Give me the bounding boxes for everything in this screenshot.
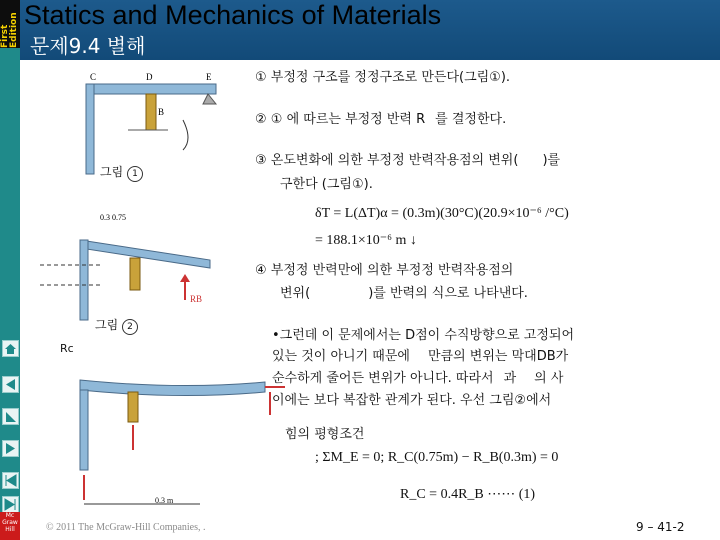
next-button[interactable]	[2, 440, 19, 457]
step-2: ② ① 에 따르는 부정정 반력 R 를 결정한다.	[255, 112, 507, 127]
left-sidebar	[0, 0, 20, 540]
beam-cde	[86, 84, 216, 94]
step-3: ③ 온도변화에 의한 부정정 반력작용점의 변위( )를	[255, 153, 561, 168]
back-button[interactable]	[2, 408, 19, 425]
figure-1-number: 1	[127, 166, 143, 182]
label-b: B	[158, 107, 165, 117]
rc-label: Rc	[60, 342, 74, 355]
rb-label: RB	[190, 294, 203, 304]
figure-2-number: 2	[122, 319, 138, 335]
prev-button[interactable]	[2, 376, 19, 393]
label-c: C	[90, 72, 97, 82]
arrow-back-icon	[4, 410, 17, 423]
figure-1-diagram	[58, 70, 238, 190]
step-1: ① 부정정 구조를 정정구조로 만든다(그림①).	[255, 70, 511, 85]
note-line-2: 있는 것이 아니기 때문에 만큼의 변위는 막대DB가	[272, 349, 569, 364]
step-4: ④ 부정정 반력만에 의한 부정정 반력작용점의	[255, 263, 514, 278]
figure-2-label: 그림 2	[95, 316, 138, 335]
edition-badge: First Edition	[0, 0, 20, 48]
note-line-3: 순수하게 줄어든 변위가 아니다. 따라서 과 의 사	[272, 371, 564, 386]
moment-equation: ; ΣM_E = 0; R_C(0.75m) − R_B(0.3m) = 0	[315, 450, 559, 465]
problem-subtitle: 문제9.4 별해	[30, 34, 146, 58]
column-ca-2	[80, 240, 88, 320]
step-4-cont: 변위( )를 반력의 식으로 나타낸다.	[280, 286, 528, 301]
dimension-label: 0.3 m	[155, 496, 174, 505]
rod-fbd	[128, 392, 138, 422]
rc-equation: R_C = 0.4R_B ⋯⋯ (1)	[400, 487, 536, 502]
first-page-button[interactable]	[2, 472, 19, 489]
home-icon	[4, 342, 17, 355]
rod-db	[146, 94, 156, 130]
beam-fbd	[80, 380, 265, 396]
arrow-left-icon	[4, 378, 17, 391]
figure-1-label: 그림 1	[100, 163, 143, 182]
label-e: E	[206, 72, 212, 82]
fig2-dims: 0.3 0.75	[100, 213, 126, 222]
page-title: Statics and Mechanics of Materials	[24, 0, 442, 30]
step-3-cont: 구한다 (그림①).	[280, 177, 373, 192]
copyright: © 2011 The McGraw-Hill Companies, .	[46, 522, 206, 533]
delta-t-arrow	[183, 120, 188, 150]
support-e	[203, 94, 216, 104]
rod-db-2	[130, 258, 140, 290]
arrow-right-icon	[4, 442, 17, 455]
equilibrium-heading: 힘의 평형조건	[285, 427, 365, 442]
last-page-button[interactable]	[2, 496, 19, 513]
publisher-logo: Mc Graw Hill	[0, 512, 20, 540]
deflected-beam	[80, 240, 210, 268]
rb-arrowhead	[180, 274, 190, 282]
delta-t-result: = 188.1×10⁻⁶ m ↓	[315, 233, 417, 248]
skip-end-icon	[4, 498, 17, 511]
note-line-1: •그런데 이 문제에서는 D점이 수직방향으로 고정되어	[272, 328, 575, 343]
figure-3-free-body	[40, 370, 290, 510]
home-button[interactable]	[2, 340, 19, 357]
page-number: 9 – 41-2	[636, 520, 685, 534]
figure-2-diagram	[40, 210, 240, 330]
label-d: D	[146, 72, 153, 82]
delta-t-equation: δT = L(ΔT)α = (0.3m)(30°C)(20.9×10⁻⁶ /°C)	[315, 206, 569, 221]
note-line-4: 이에는 보다 복잡한 관계가 된다. 우선 그림②에서	[272, 393, 552, 408]
skip-start-icon	[4, 474, 17, 487]
column-fbd	[80, 390, 88, 470]
column-ca	[86, 84, 94, 174]
